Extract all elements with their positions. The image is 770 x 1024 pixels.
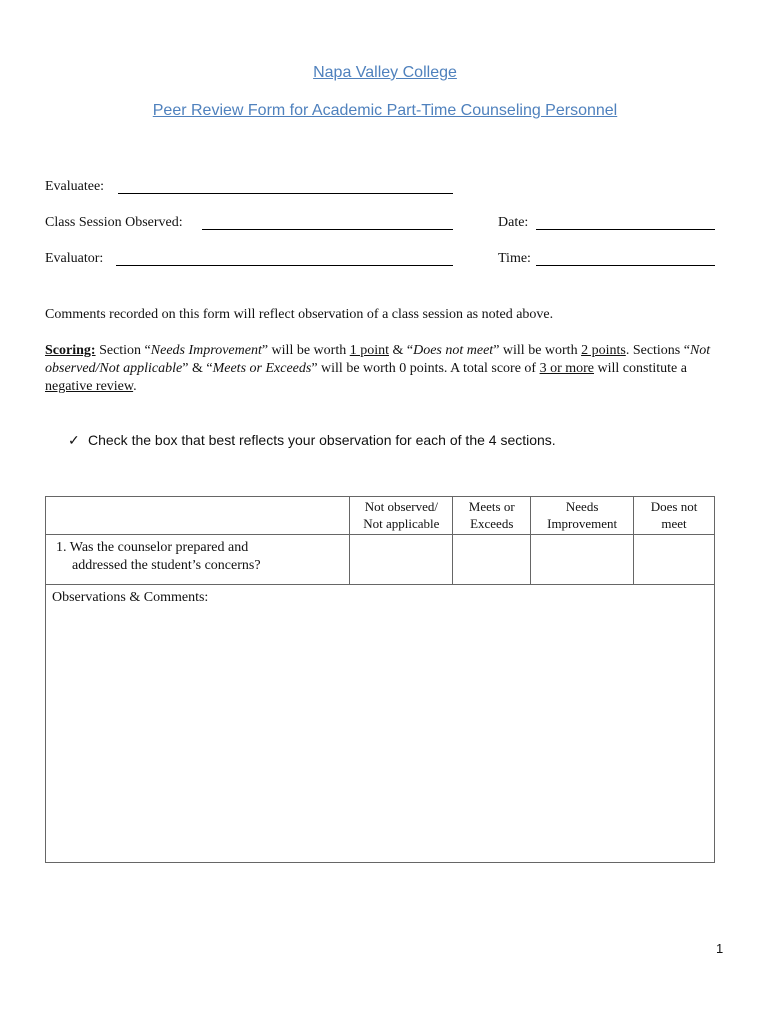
instruction-line [68, 432, 556, 449]
intro-text: Comments recorded on this form will reflect observation of a class session as noted above. [45, 307, 554, 322]
header-blank-cell [46, 497, 350, 535]
col-meets-exceeds: Meets or Exceeds [453, 497, 531, 535]
evaluator-label: Evaluator: [45, 251, 104, 266]
scoring-text-7: ” will be worth 0 points. A total score of [311, 361, 540, 376]
scoring-text-4: ” will be worth [493, 343, 582, 358]
observations-field[interactable] [46, 585, 715, 863]
does-not-meet-term: Does not meet [413, 343, 494, 358]
scoring-paragraph [45, 342, 725, 396]
question-1: 1. Was the counselor prepared and addressed the student’s concerns? [46, 535, 350, 585]
col-does-not-meet: Does not meet [634, 497, 715, 535]
observations-row [46, 585, 715, 863]
one-point-term: 1 point [349, 343, 389, 358]
college-name: Napa Valley College [313, 64, 457, 81]
evaluator-line[interactable] [116, 265, 453, 266]
negative-review-term: negative review [45, 379, 134, 394]
col-not-observed: Not observed/ Not applicable [350, 497, 453, 535]
scoring-text-9: . [133, 379, 137, 394]
observations-label: Observations & Comments: [52, 590, 209, 605]
date-line[interactable] [536, 229, 715, 230]
three-or-more-term: 3 or more [539, 361, 595, 376]
class-session-line[interactable] [202, 229, 453, 230]
evaluatee-line[interactable] [118, 193, 453, 194]
checkbox-not-observed[interactable] [350, 535, 453, 585]
scoring-text-2: ” will be worth [261, 343, 350, 358]
class-session-label: Class Session Observed: [45, 215, 183, 230]
table-header-row [46, 497, 715, 535]
scoring-text-1: Section “ [95, 343, 151, 358]
date-label: Date: [498, 215, 529, 230]
checkbox-needs-improvement[interactable] [531, 535, 634, 585]
checkbox-meets-exceeds[interactable] [453, 535, 531, 585]
scoring-text-3: & “ [389, 343, 414, 358]
instruction-text: Check the box that best reflects your observation for each of the 4 sections. [88, 432, 556, 448]
two-points-term: 2 points [581, 343, 626, 358]
evaluatee-label: Evaluatee: [45, 179, 105, 194]
time-line[interactable] [536, 265, 715, 266]
scoring-text-8: will constitute a [594, 361, 687, 376]
scoring-label: Scoring: [45, 343, 96, 358]
checkbox-does-not-meet[interactable] [634, 535, 715, 585]
form-title: Peer Review Form for Academic Part-Time Counseling Personnel [152, 102, 618, 119]
checkmark-icon: ✓ [68, 432, 80, 448]
needs-improvement-term: Needs Improvement [150, 343, 262, 358]
col-needs-improvement: Needs Improvement [531, 497, 634, 535]
table-row [46, 535, 715, 585]
time-label: Time: [498, 251, 531, 266]
not-observed-term: Not observed/Not applicable [45, 343, 711, 376]
scoring-text-5: . Sections “ [625, 343, 690, 358]
meets-exceeds-term: Meets or Exceeds [212, 361, 312, 376]
review-table [45, 496, 715, 863]
scoring-text-6: ” & “ [182, 361, 213, 376]
page-number: 1 [716, 941, 724, 956]
